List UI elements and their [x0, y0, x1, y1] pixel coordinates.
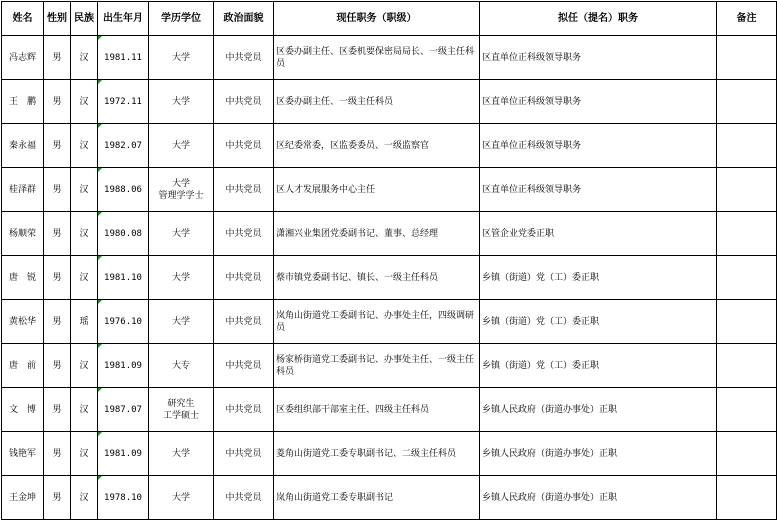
table-row — [2, 36, 777, 80]
education-line: 大学 — [171, 316, 190, 327]
cell-birth: 1972.11 — [98, 80, 149, 124]
cell-gender: 男 — [44, 36, 71, 80]
cell-proposed-position: 乡镇人民政府（街道办事处）正职 — [480, 388, 717, 432]
cell-birth: 1987.07 — [98, 388, 149, 432]
cell-remark — [717, 212, 777, 256]
cell-current-position: 岚角山街道党工委副书记、办事处主任，四级调研员 — [274, 300, 480, 344]
education-line: 管理学学士 — [158, 190, 204, 201]
cell-proposed-position: 乡镇（街道）党（工）委正职 — [480, 344, 717, 388]
cell-ethnicity: 汉 — [71, 80, 98, 124]
cell-current-position: 菱角山街道党工委专职副书记、二级主任科员 — [274, 432, 480, 476]
cell-ethnicity: 汉 — [71, 476, 98, 520]
cell-ethnicity: 汉 — [71, 124, 98, 168]
table-row — [2, 212, 777, 256]
education-line: 研究生 — [167, 398, 195, 409]
header-ethnicity: 民族 — [71, 2, 98, 36]
table-row — [2, 432, 777, 476]
cell-remark — [717, 344, 777, 388]
cell-current-position: 杨家桥街道党工委副书记、办事处主任、一级主任科员 — [274, 344, 480, 388]
cell-gender: 男 — [44, 256, 71, 300]
table-row — [2, 300, 777, 344]
cell-education — [149, 256, 214, 300]
cell-education — [149, 344, 214, 388]
cell-proposed-position: 区管企业党委正职 — [480, 212, 717, 256]
cell-education — [149, 476, 214, 520]
cell-name: 秦永福 — [2, 124, 44, 168]
header-proposed-position: 拟任（提名）职务 — [480, 2, 717, 36]
cell-remark — [717, 124, 777, 168]
table-row — [2, 256, 777, 300]
education-line: 大学 — [171, 52, 190, 63]
cell-birth: 1981.10 — [98, 256, 149, 300]
cell-gender: 男 — [44, 300, 71, 344]
table-row — [2, 80, 777, 124]
cell-ethnicity: 瑶 — [71, 300, 98, 344]
cell-gender: 男 — [44, 432, 71, 476]
cell-proposed-position: 乡镇（街道）党（工）委正职 — [480, 256, 717, 300]
cell-education — [149, 36, 214, 80]
cell-proposed-position: 乡镇（街道）党（工）委正职 — [480, 300, 717, 344]
education-line: 大学 — [171, 228, 190, 239]
cell-ethnicity: 汉 — [71, 36, 98, 80]
cell-ethnicity: 汉 — [71, 256, 98, 300]
cell-political: 中共党员 — [214, 168, 274, 212]
cell-name: 唐 前 — [2, 344, 44, 388]
cell-gender: 男 — [44, 344, 71, 388]
cell-political: 中共党员 — [214, 212, 274, 256]
cell-birth: 1978.10 — [98, 476, 149, 520]
table-row — [2, 344, 777, 388]
cell-name: 杨顺荣 — [2, 212, 44, 256]
cell-birth: 1981.11 — [98, 36, 149, 80]
education-line: 大专 — [171, 360, 190, 371]
cell-education — [149, 80, 214, 124]
cell-gender: 男 — [44, 168, 71, 212]
cell-gender: 男 — [44, 80, 71, 124]
header-education: 学历学位 — [149, 2, 214, 36]
cell-education — [149, 124, 214, 168]
cell-remark — [717, 432, 777, 476]
cell-ethnicity: 汉 — [71, 388, 98, 432]
cell-gender: 男 — [44, 212, 71, 256]
education-line: 大学 — [171, 178, 190, 189]
header-row — [2, 2, 777, 36]
cell-proposed-position: 乡镇人民政府（街道办事处）正职 — [480, 476, 717, 520]
cell-current-position: 区委办副主任、一级主任科员 — [274, 80, 480, 124]
table-row — [2, 124, 777, 168]
cell-birth: 1988.06 — [98, 168, 149, 212]
header-political: 政治面貌 — [214, 2, 274, 36]
cell-remark — [717, 36, 777, 80]
cell-education — [149, 168, 214, 212]
header-name: 姓名 — [2, 2, 44, 36]
header-birth: 出生年月 — [98, 2, 149, 36]
cell-remark — [717, 388, 777, 432]
cell-proposed-position: 区直单位正科级领导职务 — [480, 80, 717, 124]
appointment-roster-table — [1, 1, 777, 520]
cell-name: 王 鹏 — [2, 80, 44, 124]
cell-remark — [717, 476, 777, 520]
cell-name: 王金坤 — [2, 476, 44, 520]
cell-name: 唐 锐 — [2, 256, 44, 300]
cell-remark — [717, 168, 777, 212]
cell-remark — [717, 80, 777, 124]
education-line: 工学硕士 — [162, 410, 199, 421]
cell-proposed-position: 区直单位正科级领导职务 — [480, 36, 717, 80]
cell-current-position: 蔡市镇党委副书记、镇长、一级主任科员 — [274, 256, 480, 300]
cell-current-position: 潇湘兴业集团党委副书记、董事、总经理 — [274, 212, 480, 256]
cell-proposed-position: 区直单位正科级领导职务 — [480, 124, 717, 168]
cell-birth: 1980.08 — [98, 212, 149, 256]
cell-name: 文 博 — [2, 388, 44, 432]
cell-birth: 1981.09 — [98, 432, 149, 476]
cell-name: 冯志辉 — [2, 36, 44, 80]
cell-birth: 1981.09 — [98, 344, 149, 388]
cell-ethnicity: 汉 — [71, 212, 98, 256]
cell-political: 中共党员 — [214, 124, 274, 168]
education-line: 大学 — [171, 492, 190, 503]
table-row — [2, 476, 777, 520]
header-gender: 性别 — [44, 2, 71, 36]
cell-political: 中共党员 — [214, 256, 274, 300]
cell-remark — [717, 300, 777, 344]
table-row — [2, 388, 777, 432]
cell-political: 中共党员 — [214, 388, 274, 432]
cell-ethnicity: 汉 — [71, 344, 98, 388]
cell-education — [149, 212, 214, 256]
cell-political: 中共党员 — [214, 344, 274, 388]
cell-education — [149, 388, 214, 432]
cell-current-position: 区委办副主任、区委机要保密局局长、一级主任科员 — [274, 36, 480, 80]
cell-ethnicity: 汉 — [71, 168, 98, 212]
cell-gender: 男 — [44, 476, 71, 520]
education-line: 大学 — [171, 96, 190, 107]
cell-proposed-position: 乡镇人民政府（街道办事处）正职 — [480, 432, 717, 476]
cell-name: 钱艳军 — [2, 432, 44, 476]
cell-political: 中共党员 — [214, 432, 274, 476]
cell-current-position: 岚角山街道党工委专职副书记 — [274, 476, 480, 520]
cell-birth: 1982.07 — [98, 124, 149, 168]
table-row — [2, 168, 777, 212]
cell-remark — [717, 256, 777, 300]
cell-current-position: 区纪委常委，区监委委员、一级监察官 — [274, 124, 480, 168]
cell-political: 中共党员 — [214, 300, 274, 344]
education-line: 大学 — [171, 140, 190, 151]
cell-education — [149, 432, 214, 476]
cell-ethnicity: 汉 — [71, 432, 98, 476]
cell-name: 黄松华 — [2, 300, 44, 344]
header-remark: 备注 — [717, 2, 777, 36]
cell-gender: 男 — [44, 388, 71, 432]
cell-current-position: 区委组织部干部室主任、四级主任科员 — [274, 388, 480, 432]
cell-political: 中共党员 — [214, 476, 274, 520]
cell-political: 中共党员 — [214, 80, 274, 124]
cell-name: 桂泽群 — [2, 168, 44, 212]
header-current-position: 现任职务（职级） — [274, 2, 480, 36]
cell-current-position: 区人才发展服务中心主任 — [274, 168, 480, 212]
education-line: 大学 — [171, 448, 190, 459]
cell-birth: 1976.10 — [98, 300, 149, 344]
cell-political: 中共党员 — [214, 36, 274, 80]
education-line: 大学 — [171, 272, 190, 283]
cell-gender: 男 — [44, 124, 71, 168]
cell-proposed-position: 区直单位正科级领导职务 — [480, 168, 717, 212]
cell-education — [149, 300, 214, 344]
